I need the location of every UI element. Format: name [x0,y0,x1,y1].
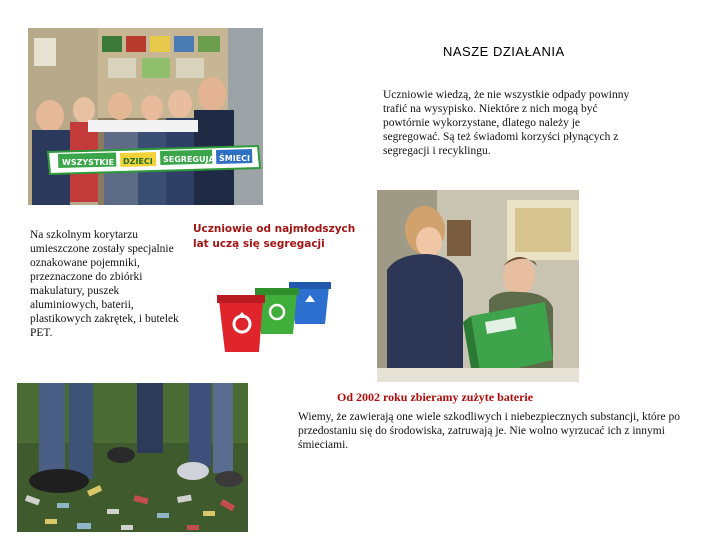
youngest-caption [193,222,363,252]
banner-word-2: DZIECI [123,157,153,166]
batteries-paragraph: Wiemy, że zawierają one wiele szkodliwych i niebezpiecznych substancji, które po przedostaniu się do środowiska, zatruwają je. Nie wolno wyrzucać ich z innymi śmieciami. [298,411,680,451]
red-bin-icon [219,300,263,352]
banner-word-4: ŚMIECI [219,154,251,163]
page-title: NASZE DZIAŁANIA [443,44,565,59]
recycling-bins-image [215,278,333,356]
youngest-caption-line-2: lat uczą się segregacji [193,238,325,250]
batteries-caption: Od 2002 roku zbieramy zużyte baterie [337,390,534,404]
banner-word-3: SEGREGUJĄ [163,155,215,164]
battery-box-photo [377,190,579,382]
banner-word-1: WSZYSTKIE [62,158,115,167]
youngest-caption-line-1: Uczniowie od najmłodszych [193,223,356,235]
children-banner-photo [28,28,263,205]
intro-paragraph: Uczniowie wiedzą, że nie wszystkie odpady powinny trafić na wysypisko. Niektóre z nich mogą być powtórnie wykorzystane, dlatego należy je segregować. Są też świadomi korzyści płynących z segregacji i recyklingu. [383,89,630,157]
batteries-pile-photo [17,383,248,532]
corridor-paragraph: Na szkolnym korytarzu umieszczone zostały specjalnie oznakowane pojemniki, przeznaczone do zbiórki makulatury, puszek aluminiowych, baterii, plastikowych zakrętek, i butelek PET. [30,229,179,339]
